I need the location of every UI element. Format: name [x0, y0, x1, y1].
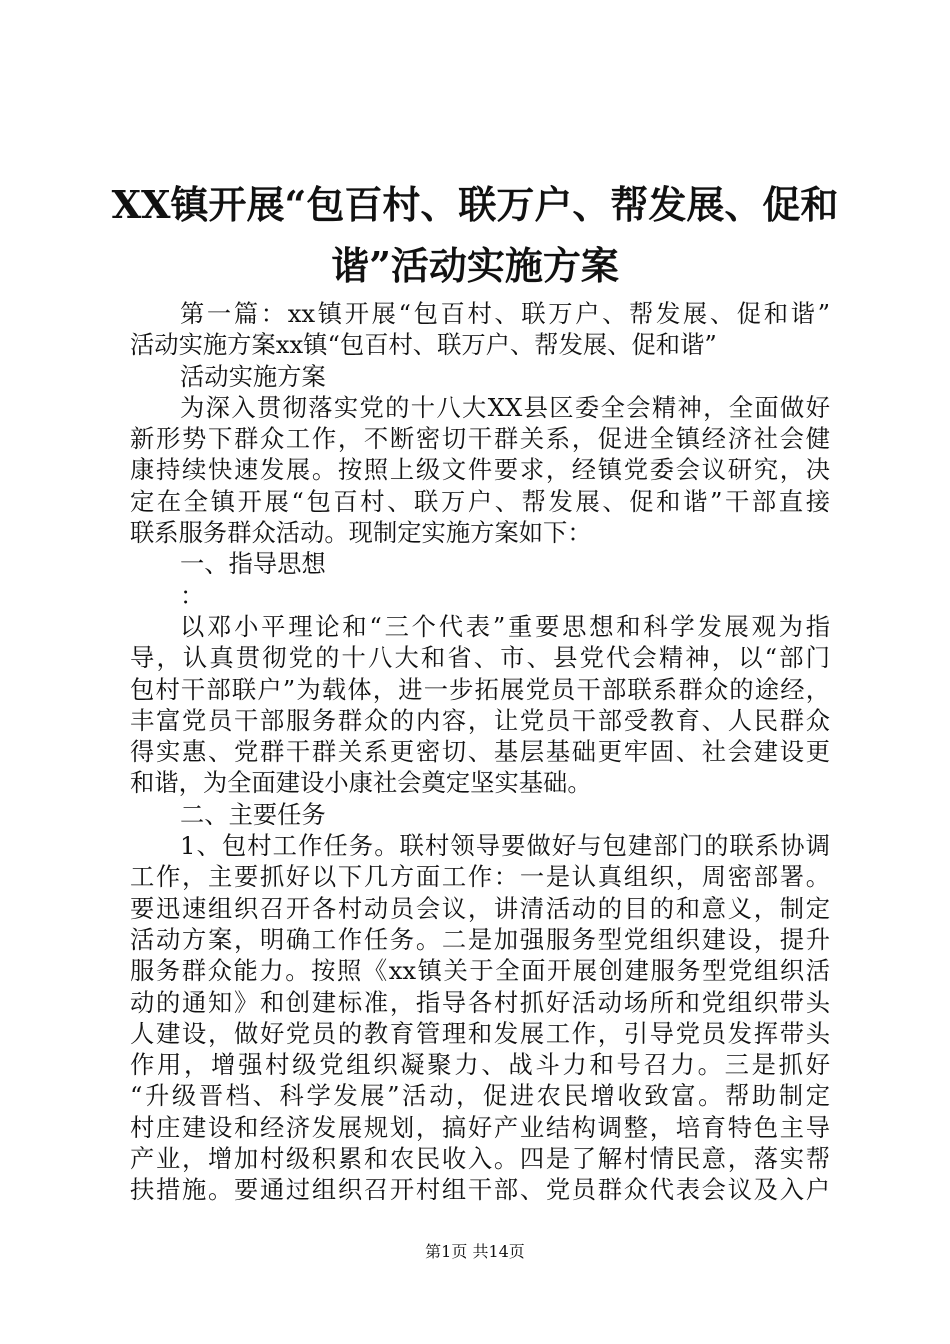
document-body	[130, 298, 830, 1206]
body-text-line: 导，认真贯彻党的十八大和省、市、县党代会精神，以“部门	[130, 643, 830, 673]
body-text-line: 第一篇：xx镇开展“包百村、联万户、帮发展、促和谐”	[180, 299, 830, 328]
body-text-line: 新形势下群众工作，不断密切干群关系，促进全镇经济社会健	[130, 424, 830, 454]
body-text-line: 产业，增加村级积累和农民收入。四是了解村情民意，落实帮	[130, 1144, 830, 1174]
body-text-line: 以邓小平理论和“三个代表”重要思想和科学发展观为指	[180, 611, 830, 641]
body-text-line: 活动方案，明确工作任务。二是加强服务型党组织建设，提升	[130, 924, 830, 954]
body-text-line: 为深入贯彻落实党的十八大XX县区委全会精神，全面做好	[180, 392, 830, 422]
body-text-line: 得实惠、党群干群关系更密切、基层基础更牢固、社会建设更	[130, 737, 830, 767]
body-text-line: 服务群众能力。按照《xx镇关于全面开展创建服务型党组织活	[130, 956, 830, 986]
body-text-line: 活动实施方案xx镇“包百村、联万户、帮发展、促和谐”	[130, 330, 717, 360]
body-text-line: 扶措施。要通过组织召开村组干部、党员群众代表会议及入户	[130, 1175, 830, 1205]
page-footer: 第1页 共14页	[425, 1242, 525, 1261]
body-text-line: 二、主要任务	[180, 799, 326, 829]
body-text-line: “升级晋档、科学发展”活动，促进农民增收致富。帮助制定	[130, 1081, 830, 1111]
body-text-line: 康持续快速发展。按照上级文件要求，经镇党委会议研究，决	[130, 455, 830, 485]
body-text-line: 人建设，做好党员的教育管理和发展工作，引导党员发挥带头	[130, 1018, 830, 1048]
body-text-line: 丰富党员干部服务群众的内容，让党员干部受教育、人民群众	[130, 705, 830, 735]
body-text-line: ：	[180, 580, 205, 610]
body-text-line: 村庄建设和经济发展规划，搞好产业结构调整，培育特色主导	[130, 1112, 830, 1142]
body-text-line: 动的通知》和创建标准，指导各村抓好活动场所和党组织带头	[130, 987, 830, 1017]
body-text-line: 和谐，为全面建设小康社会奠定坚实基础。	[130, 768, 592, 798]
body-text-line: 1、包村工作任务。联村领导要做好与包建部门的联系协调	[180, 831, 830, 861]
body-text-line: 作用，增强村级党组织凝聚力、战斗力和号召力。三是抓好	[130, 1050, 830, 1080]
body-text-line: 活动实施方案	[180, 361, 326, 391]
body-text-line: 工作，主要抓好以下几方面工作：一是认真组织，周密部署。	[130, 862, 830, 892]
body-text-line: 要迅速组织召开各村动员会议，讲清活动的目的和意义，制定	[130, 893, 830, 923]
document-title-line-2: 谐”活动实施方案	[331, 243, 619, 288]
document-title-line-1: XX镇开展“包百村、联万户、帮发展、促和	[111, 182, 839, 227]
body-text-line: 包村干部联户”为载体，进一步拓展党员干部联系群众的途经，	[130, 674, 830, 704]
body-text-line: 定在全镇开展“包百村、联万户、帮发展、促和谐”干部直接	[130, 486, 830, 516]
body-text-line: 联系服务群众活动。现制定实施方案如下：	[130, 518, 592, 548]
body-text-line: 一、指导思想	[180, 549, 326, 579]
